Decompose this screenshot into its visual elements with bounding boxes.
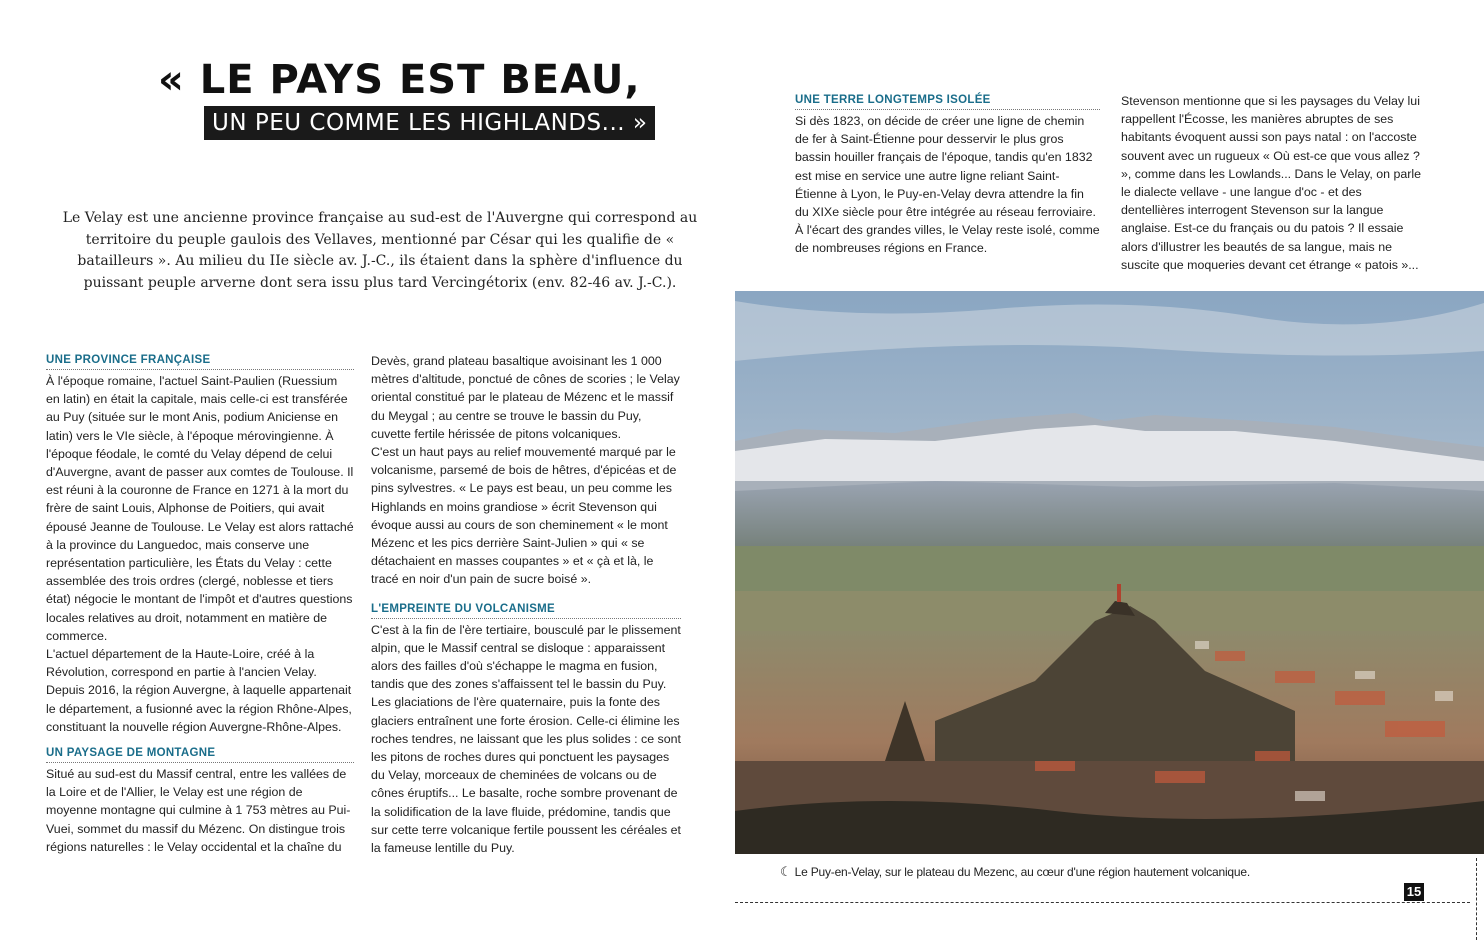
text-column-2	[371, 352, 681, 857]
section-divider	[46, 762, 354, 763]
section-text-relief: Devès, grand plateau basaltique avoisinant les 1 000 mètres d'altitude, ponctué de cônes de scories ; le Velay oriental constitué par le plateau de Mézenc et le massif du Meygal ; au centre se trouve le bassin du Puy, cuvette fertile hérissée de pitons volcaniques. C'est un haut pays au relief mouvementé marqué par le volcanisme, parsemé de bois de hêtres, d'épicéas et de pins sylvestres. « Le pays est beau, un peu comme les Highlands en moins grandiose » écrit Stevenson qui évoque aussi au cours de son cheminement « le mont Mézenc et les pics derrière Saint-Julien » qui « se détachaient en masses coupantes » et « çà et là, le tracé en noir d'un pain de sucre boisé ».	[371, 354, 680, 587]
text-column-1	[46, 352, 354, 856]
page-number: 15	[1404, 883, 1424, 901]
section-heading-volcanisme: L'EMPREINTE DU VOLCANISME	[371, 602, 556, 615]
intro-paragraph: Le Velay est une ancienne province française au sud-est de l'Auvergne qui correspond au territoire du peuple gaulois des Vellaves, mentionné par César qui les qualifie de « batailleurs ». Au milieu du IIe siècle av. J.-C., ils étaient dans la sphère d'influence du puissant peuple arverne dont sera issu plus tard Vercingétorix (env. 82-46 av. J.-C.).	[62, 210, 698, 291]
section-text-stevenson: Stevenson mentionne que si les paysages du Velay lui rappellent l'Écosse, les manières abruptes de ses habitants évoquent aussi son pays natal : on l'accoste souvent avec un rugueux « Où est-ce que vous allez ? », comme dans les Lowlands... Dans le Velay, on parle le dialecte vellave - une langue d'oc - et des dentellières interrogent Stevenson sur la langue anglaise. Est-ce du français ou du patois ? Il essaie alors d'illustrer les beautés de sa langue, mais ne suscite que moqueries devant cet étrange « patois »...	[1121, 94, 1422, 272]
page-subtitle: UN PEU COMME LES HIGHLANDS... »	[204, 106, 655, 140]
section-divider	[46, 369, 354, 370]
text-column-4	[1121, 92, 1426, 274]
section-heading-paysage: UN PAYSAGE DE MONTAGNE	[46, 747, 216, 760]
section-heading-isolee: UNE TERRE LONGTEMPS ISOLÉE	[795, 94, 991, 106]
text-column-3	[795, 92, 1100, 258]
landscape-photo	[735, 291, 1484, 854]
caption-text: Le Puy-en-Velay, sur le plateau du Mezenc, au cœur d'une région hautement volcanique.	[794, 865, 1250, 879]
photo-caption	[780, 864, 1250, 880]
section-divider	[371, 618, 681, 619]
page-title: « LE PAYS EST BEAU,	[158, 57, 641, 103]
section-divider	[795, 109, 1100, 110]
section-text-isolee: Si dès 1823, on décide de créer une ligne de chemin de fer à Saint-Étienne pour desservir le plus gros bassin houiller français de l'époque, tandis qu'en 1832 est mise en service une autre ligne reliant Saint-Étienne à Lyon, le Puy-en-Velay devra attendre la fin du XIXe siècle pour être intégrée au réseau ferroviaire. À l'écart des grandes villes, le Velay reste isolé, comme de nombreuses régions en France.	[795, 114, 1100, 256]
section-text-volcanisme: C'est à la fin de l'ère tertiaire, bousculé par le plissement alpin, que le Massif central se disloque : apparaissent alors des failles d'où s'échappe le magma en fusion, tandis que des zones s'affaissent tel le bassin du Puy. Les glaciations de l'ère quaternaire, puis la fonte des glaciers entraînent une forte érosion. Celle-ci élimine les roches tendres, ne laissant que les plus solides : ce sont les pitons de roches dures qui ponctuent les paysages du Velay, morceaux de cheminées de volcans ou de cônes éruptifs... Le basalte, roche sombre provenant de la solidification de la lave fluide, prédomine, tandis que sur cette terre volcanique fertile poussent les céréales et la fameuse lentille du Puy.	[371, 622, 681, 856]
side-dashed-line	[1476, 858, 1477, 940]
bottom-dashed-line	[735, 902, 1470, 903]
moon-icon: ☾	[780, 864, 792, 879]
section-heading-province: UNE PROVINCE FRANÇAISE	[46, 354, 211, 366]
section-text-paysage: Situé au sud-est du Massif central, entre les vallées de la Loire et de l'Allier, le Velay est une région de moyenne montagne qui culmine à 1 753 mètres au Pui-Vuei, sommet du massif du Mézenc. On distingue trois régions naturelles : le Velay occidental et la chaîne du	[46, 767, 351, 854]
section-text-province: À l'époque romaine, l'actuel Saint-Paulien (Ruessium en latin) en était la capitale, mais celle-ci est transférée au Puy (située sur le mont Anis, podium Aniciense en latin) vers le VIe siècle, à l'époque mérovingienne. À l'époque féodale, le comté du Velay dépend de celui d'Auvergne, avant de passer aux comtes de Toulouse. Il est réuni à la couronne de France en 1271 à la mort du frère de saint Louis, Alphonse de Poitiers, qui avait épousé Jeanne de Toulouse. Le Velay est alors rattaché à la province du Languedoc, mais conserve une représentation particulière, les États du Velay : cette assemblée des trois ordres (clergé, noblesse et tiers état) négocie le montant de l'impôt et d'autres questions locales relatives au droit, notamment en matière de commerce. L'actuel département de la Haute-Loire, créé à la Révolution, correspond en partie à l'ancien Velay. Depuis 2016, la région Auvergne, à laquelle appartenait le département, a fusionné avec la région Rhône-Alpes, constituant la nouvelle région Auvergne-Rhône-Alpes.	[46, 374, 354, 734]
